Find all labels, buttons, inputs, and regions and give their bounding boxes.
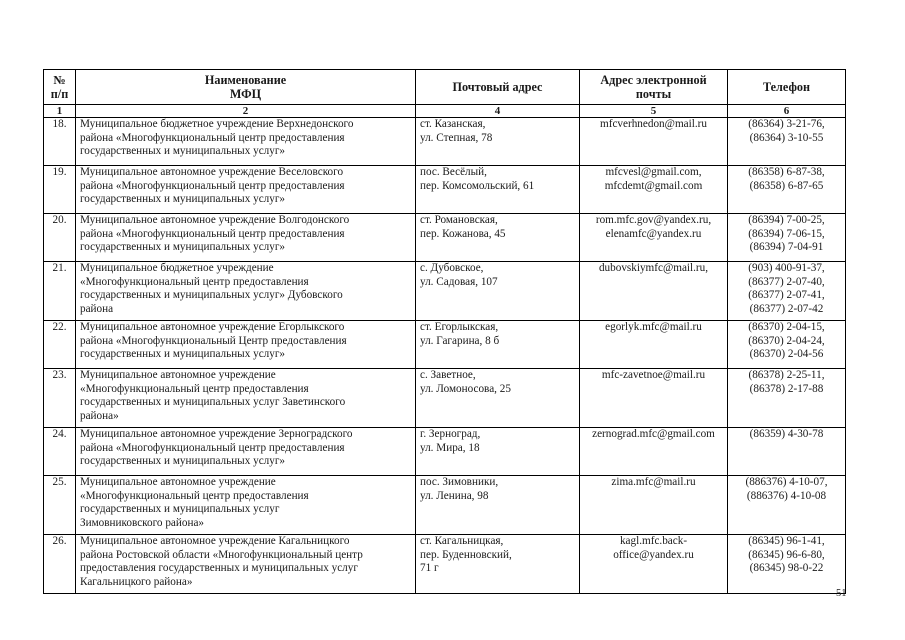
col-number: 1 [44,105,76,118]
row-number: 26. [44,535,76,594]
postal-address-line: пос. Весёлый, [420,166,487,178]
mfc-name-line: района «Многофункциональный Центр предоставления [80,334,347,347]
table-row [44,118,846,166]
mfc-name [76,321,416,369]
mfc-name-line: района «Многофункциональный центр предоставления [80,131,345,144]
mfc-name-line: Муниципальное автономное учреждение Кагальницкого [80,535,350,547]
phone-numbers-line: (86345) 96-6-80, [748,548,825,561]
table-row [44,166,846,214]
postal-address [416,321,580,369]
postal-address-line: 71 г [420,562,439,575]
phone-numbers-line: (86378) 2-25-11, [748,369,825,381]
postal-address-line: с. Дубовское, [420,262,484,274]
mfc-name-line: района Ростовской области «Многофункциональный центр [80,548,363,561]
mfc-name-line: Муниципальное автономное учреждение [80,476,276,488]
postal-address [416,428,580,476]
col-number: 2 [76,105,416,118]
mfc-name-line: Кагальницкого района» [80,575,193,588]
mfc-name-line: Муниципальное автономное учреждение Веселовского [80,166,344,178]
postal-address [416,535,580,594]
mfc-name [76,166,416,214]
header-phone: Телефон [728,70,846,105]
phone-numbers-line: (86358) 6-87-38, [748,166,825,178]
table-row [44,321,846,369]
mfc-name-line: района» [80,409,119,422]
phone-numbers-line: (86370) 2-04-15, [748,321,825,333]
postal-address-line: ул. Гагарина, 8 б [420,334,500,347]
phone-numbers-line: (86394) 7-04-91 [749,241,824,254]
mfc-name-line: Муниципальное автономное учреждение Волгодонского [80,214,350,226]
email-address-line: mfcvesl@gmail.com, [605,166,702,178]
mfc-name-line: государственных и муниципальных услуг» [80,241,286,254]
header-address: Почтовый адрес [416,70,580,105]
postal-address-line: пос. Зимовники, [420,476,499,488]
email-address-line: mfcdemt@gmail.com [604,179,703,192]
header-email: Адрес электронной почты [580,70,728,105]
email-address [580,166,728,214]
phone-numbers-line: (886376) 4-10-08 [746,489,827,502]
phone-numbers-line: (86378) 2-17-88 [749,382,824,395]
phone-numbers-line: (86377) 2-07-42 [749,302,824,315]
table-row [44,214,846,262]
mfc-name-line: государственных и муниципальных услуг» [80,455,286,468]
phone-numbers-line: (86345) 98-0-22 [749,562,824,575]
row-number: 18. [44,118,76,166]
phone-numbers-line: (86377) 2-07-41, [748,289,825,302]
email-address [580,428,728,476]
postal-address [416,476,580,535]
mfc-name-line: предоставления государственных и муниципальных услуг [80,562,358,575]
mfc-name-line: Муниципальное автономное учреждение Егорлыкского [80,321,345,333]
mfc-name-line: «Многофункциональный центр предоставления [80,489,309,502]
postal-address [416,262,580,321]
phone-numbers-line: (86370) 2-04-56 [749,348,824,361]
phone-numbers [728,262,846,321]
postal-address [416,214,580,262]
phone-numbers-line: (86345) 96-1-41, [748,535,825,547]
phone-numbers [728,321,846,369]
postal-address-line: ул. Ломоносова, 25 [420,382,511,395]
header-name: Наименование МФЦ [76,70,416,105]
postal-address-line: пер. Комсомольский, 61 [420,179,535,192]
mfc-name [76,214,416,262]
postal-address-line: ул. Ленина, 98 [420,489,489,502]
email-address [580,321,728,369]
mfc-name-line: государственных и муниципальных услуг» Дубовского [80,289,343,302]
postal-address-line: ул. Садовая, 107 [420,275,498,288]
table-row [44,262,846,321]
phone-numbers [728,214,846,262]
table-body [44,118,846,594]
mfc-name-line: «Многофункциональный центр предоставления [80,275,309,288]
postal-address [416,166,580,214]
mfc-directory-table [43,69,846,594]
phone-numbers [728,118,846,166]
mfc-name [76,428,416,476]
phone-numbers-line: (86358) 6-87-65 [749,179,824,192]
header-num: № п/п [44,70,76,105]
mfc-name [76,476,416,535]
col-number: 4 [416,105,580,118]
email-address-line: elenamfc@yandex.ru [605,227,702,240]
mfc-name-line: «Многофункциональный центр предоставления [80,382,309,395]
email-address-line: egorlyk.mfc@mail.ru [605,321,702,333]
email-address-line: office@yandex.ru [613,548,694,561]
table-row [44,369,846,428]
phone-numbers-line: (86364) 3-10-55 [749,131,824,144]
row-number: 25. [44,476,76,535]
mfc-name [76,369,416,428]
postal-address-line: ст. Кагальницкая, [420,535,504,547]
phone-numbers-line: (86377) 2-07-40, [748,275,825,288]
email-address-line: zima.mfc@mail.ru [611,476,696,488]
postal-address-line: ст. Егорлыкская, [420,321,499,333]
row-number: 21. [44,262,76,321]
email-address-line: dubovskiymfc@mail.ru, [598,262,709,274]
email-address-line: mfcverhnedon@mail.ru [600,118,707,130]
mfc-name-line: Муниципальное бюджетное учреждение Верхнедонского [80,118,354,130]
email-address [580,535,728,594]
mfc-name-line: Муниципальное бюджетное учреждение [80,262,274,274]
mfc-name [76,535,416,594]
row-number: 20. [44,214,76,262]
email-address [580,476,728,535]
email-address-line: rom.mfc.gov@yandex.ru, [595,214,712,226]
mfc-name-line: района «Многофункциональный центр предоставления [80,441,345,454]
mfc-name-line: Зимовниковского района» [80,516,205,529]
mfc-name-line: района «Многофункциональный центр предоставления [80,227,345,240]
postal-address-line: пер. Кожанова, 45 [420,227,506,240]
phone-numbers-line: (886376) 4-10-07, [745,476,828,488]
email-address [580,369,728,428]
mfc-name-line: государственных и муниципальных услуг» [80,193,286,206]
postal-address-line: ст. Казанская, [420,118,486,130]
postal-address-line: пер. Буденновский, [420,548,512,561]
mfc-name-line: государственных и муниципальных услуг» [80,145,286,158]
postal-address-line: ул. Степная, 78 [420,131,493,144]
mfc-name-line: Муниципальное автономное учреждение Зерноградского [80,428,353,440]
mfc-name-line: района «Многофункциональный центр предоставления [80,179,345,192]
table-row [44,476,846,535]
phone-numbers [728,369,846,428]
postal-address-line: ул. Мира, 18 [420,441,480,454]
col-number: 6 [728,105,846,118]
email-address-line: kagl.mfc.back- [619,535,688,547]
table-row [44,428,846,476]
row-number: 24. [44,428,76,476]
phone-numbers-line: (86394) 7-06-15, [748,227,825,240]
page-number: 51 [836,588,847,599]
phone-numbers [728,166,846,214]
mfc-name-line: района [80,302,114,315]
email-address [580,262,728,321]
table-row [44,535,846,594]
postal-address [416,118,580,166]
row-number: 22. [44,321,76,369]
row-number: 23. [44,369,76,428]
phone-numbers [728,428,846,476]
postal-address-line: с. Заветное, [420,369,476,381]
row-number: 19. [44,166,76,214]
phone-numbers-line: (86364) 3-21-76, [748,118,825,130]
email-address [580,118,728,166]
mfc-name [76,118,416,166]
mfc-name-line: государственных и муниципальных услуг Заветинского [80,396,346,409]
email-address-line: zernograd.mfc@gmail.com [592,428,715,440]
mfc-name [76,262,416,321]
mfc-name-line: Муниципальное автономное учреждение [80,369,276,381]
header-row [44,70,846,105]
email-address [580,214,728,262]
postal-address-line: ст. Романовская, [420,214,498,226]
phone-numbers [728,476,846,535]
phone-numbers-line: (86370) 2-04-24, [748,334,825,347]
postal-address-line: г. Зерноград, [420,428,481,440]
email-address-line: mfc-zavetnoe@mail.ru [601,369,706,381]
mfc-name-line: государственных и муниципальных услуг [80,503,280,516]
phone-numbers-line: (86359) 4-30-78 [749,428,824,440]
phone-numbers-line: (86394) 7-00-25, [748,214,825,226]
column-number-row [44,105,846,118]
phone-numbers-line: (903) 400-91-37, [748,262,825,274]
col-number: 5 [580,105,728,118]
mfc-name-line: государственных и муниципальных услуг» [80,348,286,361]
phone-numbers [728,535,846,594]
postal-address [416,369,580,428]
